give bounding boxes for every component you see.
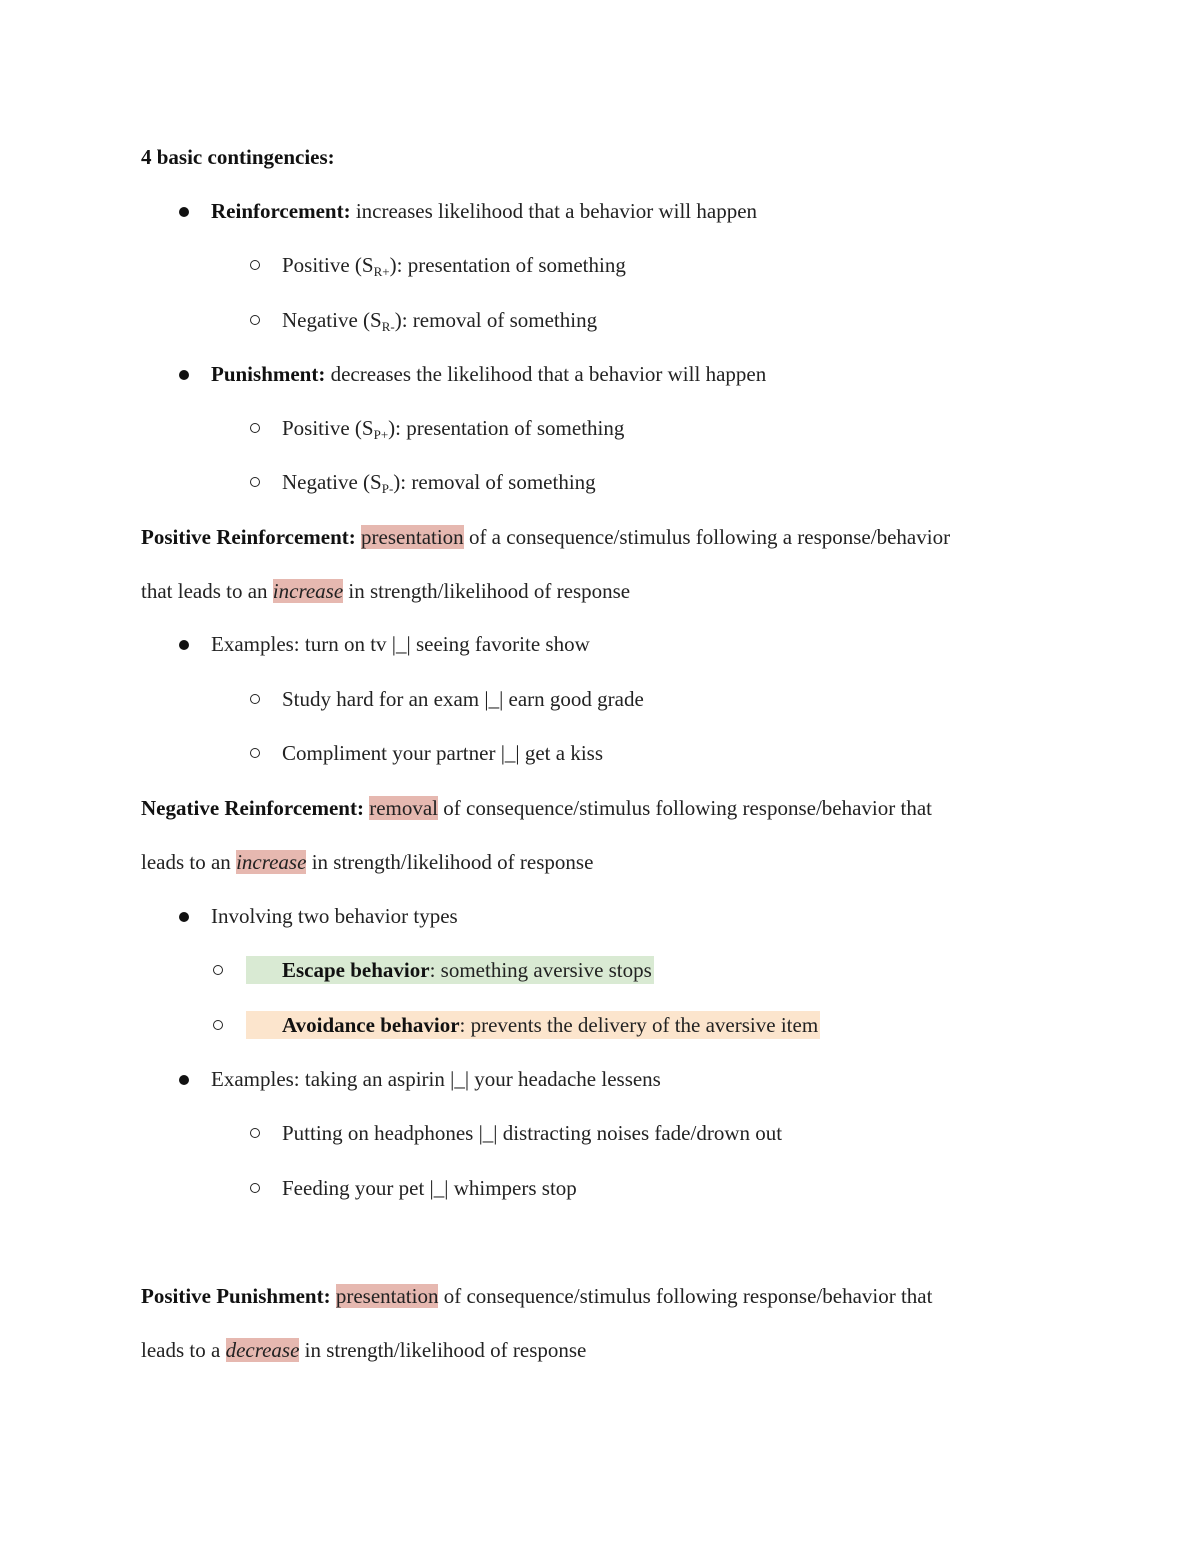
list-item-negative-reinforcement: Negative $(S_{R-})$: removal of something xyxy=(282,306,597,334)
circle-bullet-icon xyxy=(213,1020,223,1030)
negative-reinforcement-definition-line2: leads to an increase in strength/likelihood of response xyxy=(141,850,594,874)
list-item-example: Study hard for an exam |_| earn good grade xyxy=(282,685,644,713)
list-item-example: Compliment your partner |_| get a kiss xyxy=(282,739,603,767)
highlight-presentation: presentation xyxy=(361,525,464,549)
circle-bullet-icon xyxy=(250,477,260,487)
circle-bullet-icon xyxy=(250,1128,260,1138)
positive-reinforcement-definition: Positive Reinforcement: presentation of a consequence/stimulus following a response/behavior xyxy=(141,525,951,549)
bullet-icon xyxy=(179,640,189,650)
bullet-icon xyxy=(179,1075,189,1085)
list-item-involving: Involving two behavior types xyxy=(211,902,458,930)
highlight-avoidance: Avoidance behavior: prevents the delivery of the aversive item xyxy=(246,1011,820,1039)
list-item-reinforcement: Reinforcement: increases likelihood that a behavior will happen xyxy=(211,197,757,225)
negative-reinforcement-definition: Negative Reinforcement: removal of consequence/stimulus following response/behavior that xyxy=(141,796,932,820)
circle-bullet-icon xyxy=(250,694,260,704)
list-item-avoidance-behavior xyxy=(282,1011,820,1039)
highlight-escape: Escape behavior: something aversive stops xyxy=(246,956,654,984)
list-item-example: Putting on headphones |_| distracting noises fade/drown out xyxy=(282,1119,782,1147)
circle-bullet-icon xyxy=(250,423,260,433)
positive-reinforcement-definition-line2: that leads to an increase in strength/likelihood of response xyxy=(141,579,631,603)
list-item-example: Examples: taking an aspirin |_| your headache lessens xyxy=(211,1065,661,1093)
circle-bullet-icon xyxy=(250,1183,260,1193)
highlight-removal: removal xyxy=(369,796,439,820)
list-item-example: Examples: turn on tv |_| seeing favorite show xyxy=(211,630,590,658)
positive-punishment-definition: Positive Punishment: presentation of consequence/stimulus following response/behavior that xyxy=(141,1284,933,1308)
circle-bullet-icon xyxy=(250,748,260,758)
circle-bullet-icon xyxy=(250,315,260,325)
circle-bullet-icon xyxy=(213,965,223,975)
highlight-increase: increase xyxy=(236,850,307,874)
list-item-example: Feeding your pet |_| whimpers stop xyxy=(282,1174,577,1202)
bullet-icon xyxy=(179,370,189,380)
highlight-presentation: presentation xyxy=(335,1284,439,1308)
bullet-icon xyxy=(179,207,189,217)
list-item-positive-punishment: Positive $(S_{P+})$: presentation of something xyxy=(282,414,624,442)
circle-bullet-icon xyxy=(250,260,260,270)
list-item-punishment: Punishment: decreases the likelihood that a behavior will happen xyxy=(211,360,766,388)
list-item-positive-reinforcement: Positive $(S_{R+})$: presentation of something xyxy=(282,251,626,279)
page-heading: 4 basic contingencies: xyxy=(141,145,335,169)
list-item-negative-punishment: Negative $(S_{P-})$: removal of something xyxy=(282,468,596,496)
bullet-icon xyxy=(179,912,189,922)
list-item-escape-behavior xyxy=(282,956,654,984)
positive-punishment-definition-line2: leads to a decrease in strength/likelihood of response xyxy=(141,1338,587,1362)
highlight-decrease: decrease xyxy=(225,1338,300,1362)
highlight-increase: increase xyxy=(272,579,344,603)
